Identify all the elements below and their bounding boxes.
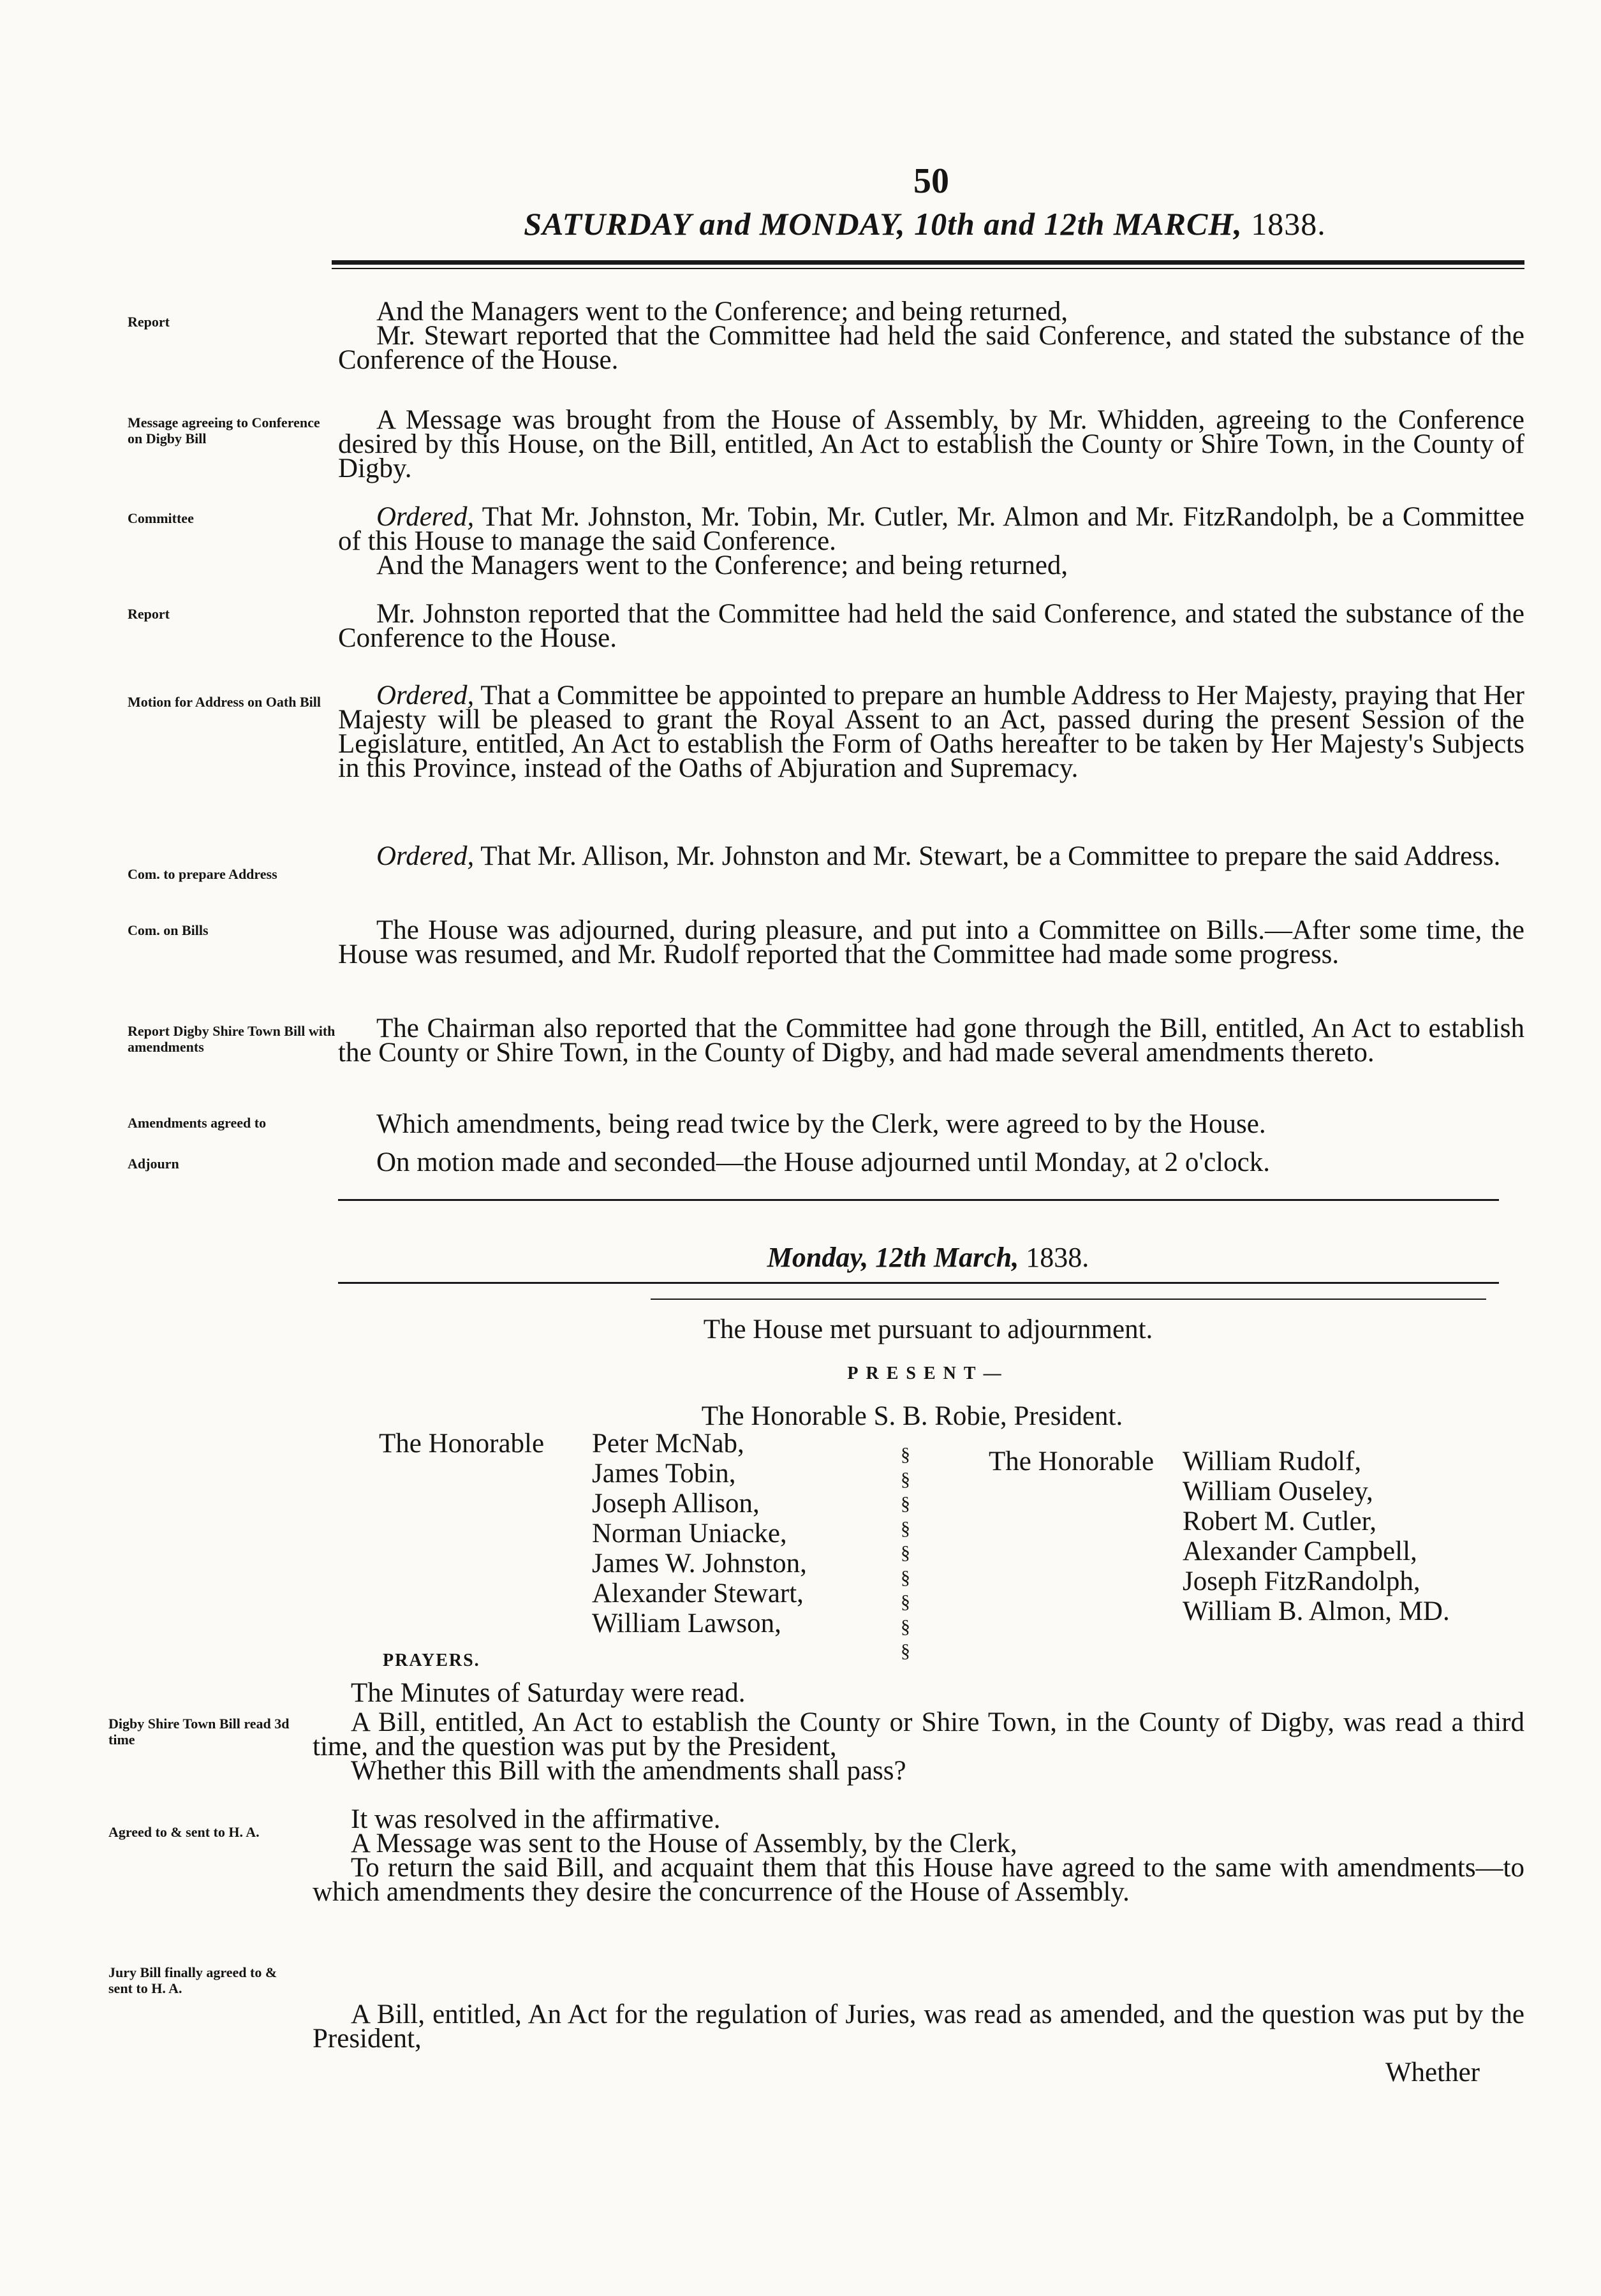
running-head-year: 1838. xyxy=(1251,206,1326,242)
entry-text: That Mr. Allison, Mr. Johnston and Mr. Stewart, be a Committee to prepare the said Address. xyxy=(480,841,1501,871)
margin-note: Jury Bill finally agreed to & sent to H. A. xyxy=(108,1964,277,1996)
margin-note: Message agreeing to Conference on Digby Bill xyxy=(128,415,320,446)
ordered-word: Ordered, xyxy=(376,681,475,710)
right-members xyxy=(1183,1446,1450,1626)
member-name: Joseph Allison, xyxy=(592,1489,760,1519)
member-name: William Rudolf, xyxy=(1183,1446,1362,1476)
entry-line: Mr. Stewart reported that the Committee had held the said Conference, and stated the substance of the Conference of the House. xyxy=(338,321,1524,375)
margin-note: Amendments agreed to xyxy=(128,1115,267,1131)
entry-address-members xyxy=(338,841,1524,871)
margin-note: Agreed to & sent to H. A. xyxy=(108,1824,260,1840)
member-name: Peter McNab, xyxy=(592,1429,744,1459)
member-name: William B. Almon, MD. xyxy=(1183,1596,1450,1626)
entry-resolved-message xyxy=(313,1804,1524,1907)
prayers-label: PRAYERS. xyxy=(383,1651,480,1670)
section-rule-short xyxy=(651,1299,1486,1300)
margin-note: Report xyxy=(128,606,170,622)
left-members xyxy=(592,1429,807,1638)
president-line: The Honorable S. B. Robie, President. xyxy=(701,1401,1123,1431)
brace-ornament: § § § § § § § § § xyxy=(901,1444,910,1661)
member-name: James Tobin, xyxy=(592,1459,736,1489)
margin-note: Report xyxy=(128,314,170,330)
entry-line: To return the said Bill, and acquaint them that this House have agreed to the same with amendments—to which amendments they desire the concurrence of the House of Assembly. xyxy=(313,1853,1524,1907)
margin-note: Committee xyxy=(128,510,194,526)
entry-line: A Bill, entitled, An Act to establish the County or Shire Town, in the County of Digby, was read a third time, and the question was put by the President, xyxy=(313,1707,1524,1762)
member-name: Robert M. Cutler, xyxy=(1183,1506,1377,1536)
entry-line: Whether this Bill with the amendments shall pass? xyxy=(351,1756,906,1786)
section-rule xyxy=(338,1199,1499,1201)
ordered-word: Ordered, xyxy=(376,841,475,871)
left-prefix: The Honorable xyxy=(379,1429,545,1459)
entry-address-committee xyxy=(338,681,1524,783)
running-head-text: SATURDAY and MONDAY, 10th and 12th MARCH, xyxy=(524,206,1243,242)
member-name: William Ouseley, xyxy=(1183,1476,1373,1506)
entry-minutes-read xyxy=(313,1678,1524,1708)
entry-report-stewart xyxy=(338,297,1524,375)
entry-line xyxy=(338,681,1524,783)
margin-note: Com. to prepare Address xyxy=(128,866,277,882)
margin-note: Report Digby Shire Town Bill with amendments xyxy=(128,1023,336,1055)
day-heading-text: Monday, 12th March, xyxy=(767,1242,1019,1273)
entry-committee-bills xyxy=(338,915,1524,969)
entry-committee-managers xyxy=(338,502,1524,580)
entry-line xyxy=(338,841,1524,871)
entry-jury-bill xyxy=(313,1999,1524,2054)
member-name: James W. Johnston, xyxy=(592,1549,807,1578)
entry-line: The Minutes of Saturday were read. xyxy=(351,1678,746,1708)
entry-line: And the Managers went to the Conference; and being returned, xyxy=(376,297,1068,327)
member-name: Joseph FitzRandolph, xyxy=(1183,1566,1420,1596)
entry-line: Mr. Johnston reported that the Committee had held the said Conference, and stated the substance of the Conference to the House. xyxy=(338,599,1524,653)
present-label: PRESENT— xyxy=(847,1364,1009,1383)
entry-line xyxy=(338,502,1524,556)
day-heading xyxy=(332,1241,1524,1274)
entry-text: That a Committee be appointed to prepare an humble Address to Her Majesty, praying that Her Majesty will be pleased to grant the Royal Assent to an Act, passed during the present Session of the Legislature, entitled, An Act to establish the Form of Oaths hereafter to be taken by Her Majesty's Subjects in this Province, instead of the Oaths of Abjuration and Supremacy. xyxy=(338,681,1524,783)
entry-line: Which amendments, being read twice by the Clerk, were agreed to by the House. xyxy=(376,1109,1266,1139)
entry-text: That Mr. Johnston, Mr. Tobin, Mr. Cutler, Mr. Almon and Mr. FitzRandolph, be a Committee of this House to manage the said Conference. xyxy=(338,502,1524,556)
entry-report-johnston xyxy=(338,599,1524,653)
member-name: Alexander Campbell, xyxy=(1183,1536,1417,1566)
member-name: William Lawson, xyxy=(592,1608,781,1638)
ordered-word: Ordered, xyxy=(376,502,475,532)
entry-line: A Bill, entitled, An Act for the regulation of Juries, was read as amended, and the question was put by the President, xyxy=(313,1999,1524,2054)
entry-adjourn xyxy=(338,1147,1524,1177)
margin-note: Adjourn xyxy=(128,1156,179,1172)
member-name: Alexander Stewart, xyxy=(592,1578,804,1608)
section-rule xyxy=(338,1282,1499,1284)
entry-line: The Chairman also reported that the Committee had gone through the Bill, entitled, An Act to establish the County or Shire Town, in the County of Digby, and had made several amendments thereto. xyxy=(338,1013,1524,1068)
entry-line: And the Managers went to the Conference; and being returned, xyxy=(376,550,1068,580)
entry-line: It was resolved in the affirmative. xyxy=(351,1804,721,1834)
entry-line: A Message was sent to the House of Assembly, by the Clerk, xyxy=(351,1829,1017,1858)
entry-digby-third-reading xyxy=(313,1707,1524,1786)
entry-line: The House was adjourned, during pleasure, and put into a Committee on Bills.—After some time, the House was resumed, and Mr. Rudolf reported that the Committee had made some progress. xyxy=(338,915,1524,969)
margin-note: Com. on Bills xyxy=(128,922,209,938)
running-head xyxy=(319,205,1531,242)
header-rule-thin xyxy=(332,268,1524,269)
entry-amendments-agreed xyxy=(338,1109,1524,1139)
margin-note: Digby Shire Town Bill read 3d time xyxy=(108,1716,290,1748)
house-met: The House met pursuant to adjournment. xyxy=(703,1314,1153,1344)
right-prefix: The Honorable xyxy=(989,1446,1155,1476)
catchword: Whether xyxy=(1385,2057,1480,2087)
entry-chairman-report xyxy=(338,1013,1524,1068)
margin-note: Motion for Address on Oath Bill xyxy=(128,694,321,710)
entry-line: A Message was brought from the House of Assembly, by Mr. Whidden, agreeing to the Conference desired by this House, on the Bill, entitled, An Act to establish the County or Shire Town, in the County of Digby. xyxy=(338,405,1524,483)
page-number: 50 xyxy=(913,161,949,201)
header-rule-thick xyxy=(332,260,1524,265)
entry-line: On motion made and seconded—the House adjourned until Monday, at 2 o'clock. xyxy=(376,1147,1270,1177)
entry-message-digby xyxy=(338,405,1524,483)
member-name: Norman Uniacke, xyxy=(592,1519,787,1549)
day-heading-year: 1838. xyxy=(1026,1242,1089,1273)
